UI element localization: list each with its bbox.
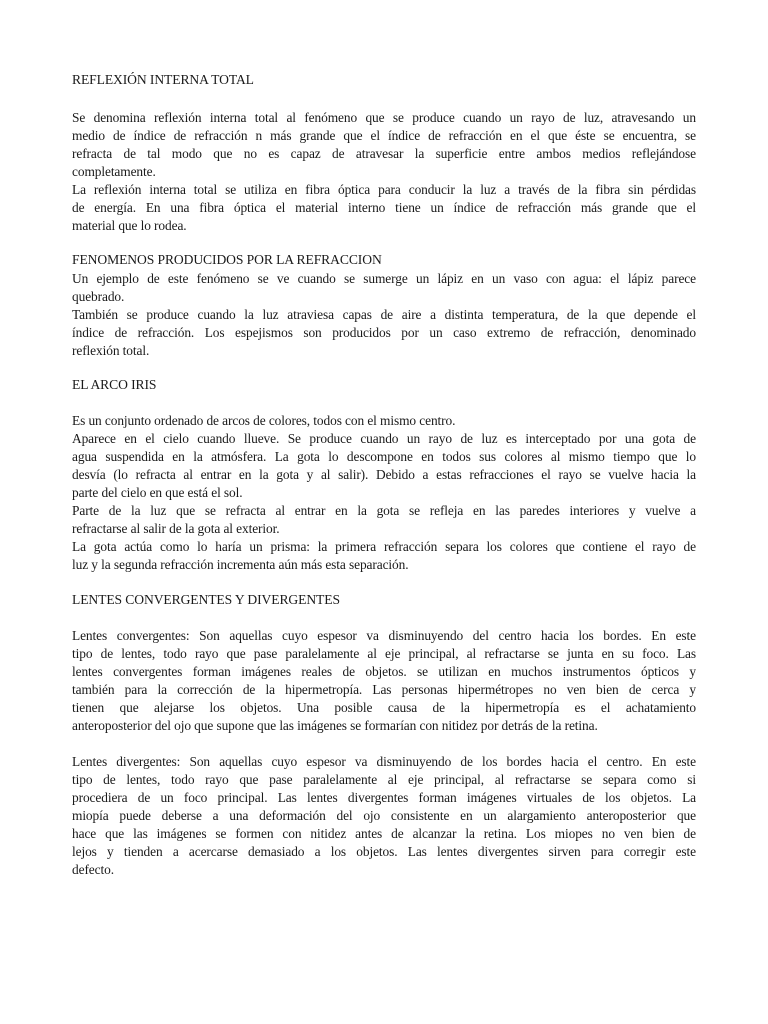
paragraph-line: lejos y tienden a acercarse demasiado a los objetos. Las lentes divergentes sirven para corregir este bbox=[72, 844, 696, 859]
paragraph-line: Un ejemplo de este fenómeno se ve cuando se sumerge un lápiz en un vaso con agua: el lápiz parece bbox=[72, 271, 696, 286]
paragraph-line: Es un conjunto ordenado de arcos de colores, todos con el mismo centro. bbox=[72, 413, 456, 428]
paragraph-line: refracta de tal modo que no es capaz de atravesar la superficie entre ambos medios reflejándose bbox=[72, 146, 696, 161]
paragraph-line: Lentes divergentes: Son aquellas cuyo espesor va disminuyendo de los bordes hacia el centro. En este bbox=[72, 754, 696, 769]
paragraph-line: lentes convergentes forman imágenes reales de objetos. se utilizan en muchos instrumentos ópticos y bbox=[72, 664, 696, 679]
paragraph-line: reflexión total. bbox=[72, 343, 150, 358]
paragraph-line: También se produce cuando la luz atraviesa capas de aire a distinta temperatura, de la que depende el bbox=[72, 307, 696, 322]
paragraph-line: tienen que alejarse los objetos. Una posible causa de la hipermetropía es el achatamiento bbox=[72, 700, 696, 715]
paragraph-line: medio de índice de refracción n más grande que el índice de refracción en el que éste se encuentra, se bbox=[72, 128, 696, 143]
heading-fenomenos-refraccion: FENOMENOS PRODUCIDOS POR LA REFRACCION bbox=[72, 252, 382, 267]
paragraph-line: luz y la segunda refracción incrementa aún más esta separación. bbox=[72, 557, 409, 572]
paragraph-line: desvía (lo refracta al entrar en la gota y al salir). Debido a estas refracciones el rayo se vuelve hacia la bbox=[72, 467, 696, 482]
heading-arco-iris: EL ARCO IRIS bbox=[72, 377, 157, 392]
paragraph-line: anteroposterior del ojo que supone que las imágenes se formarían con nitidez por detrás de la retina. bbox=[72, 718, 598, 733]
heading-lentes: LENTES CONVERGENTES Y DIVERGENTES bbox=[72, 592, 340, 607]
heading-reflexion-interna-total: REFLEXIÓN INTERNA TOTAL bbox=[72, 72, 254, 87]
paragraph-line: tipo de lentes, todo rayo que pase paralelamente al eje principal, al refractarse se separa como si bbox=[72, 772, 696, 787]
paragraph-line: de energía. En una fibra óptica el material interno tiene un índice de refracción más grande que el bbox=[72, 200, 696, 215]
paragraph-line: procediera de un foco principal. Las lentes divergentes forman imágenes virtuales de los objetos. La bbox=[72, 790, 696, 805]
paragraph-line: La gota actúa como lo haría un prisma: la primera refracción separa los colores que contiene el rayo de bbox=[72, 539, 696, 554]
paragraph-line: parte del cielo en que está el sol. bbox=[72, 485, 243, 500]
paragraph-line: hace que las imágenes se formen con nitidez antes de alcanzar la retina. Los miopes no ven bien de bbox=[72, 826, 696, 841]
paragraph-line: quebrado. bbox=[72, 289, 125, 304]
paragraph-line: tipo de lentes, todo rayo que pase paralelamente al eje principal, al refractarse se junta en su foco. Las bbox=[72, 646, 696, 661]
paragraph-line: material que lo rodea. bbox=[72, 218, 187, 233]
paragraph-line: La reflexión interna total se utiliza en fibra óptica para conducir la luz a través de la fibra sin pérdidas bbox=[72, 182, 696, 197]
paragraph-line: también para la corrección de la hipermetropía. Las personas hipermétropes no ven bien de cerca y bbox=[72, 682, 696, 697]
paragraph-line: índice de refracción. Los espejismos son producidos por un caso extremo de refracción, denominado bbox=[72, 325, 696, 340]
paragraph-line: Parte de la luz que se refracta al entrar en la gota se refleja en las paredes interiores y vuelve a bbox=[72, 503, 696, 518]
paragraph-line: defecto. bbox=[72, 862, 114, 877]
paragraph-line: miopía puede deberse a una deformación del ojo consistente en un alargamiento anteroposterior que bbox=[72, 808, 696, 823]
paragraph-line: Aparece en el cielo cuando llueve. Se produce cuando un rayo de luz es interceptado por una gota de bbox=[72, 431, 696, 446]
paragraph-line: refractarse al salir de la gota al exterior. bbox=[72, 521, 280, 536]
paragraph-line: completamente. bbox=[72, 164, 156, 179]
paragraph-line: Lentes convergentes: Son aquellas cuyo espesor va disminuyendo del centro hacia los bordes. En este bbox=[72, 628, 696, 643]
paragraph-line: agua suspendida en la atmósfera. La gota lo descompone en todos sus colores al mismo tiempo que lo bbox=[72, 449, 696, 464]
paragraph-line: Se denomina reflexión interna total al fenómeno que se produce cuando un rayo de luz, atravesando un bbox=[72, 110, 696, 125]
